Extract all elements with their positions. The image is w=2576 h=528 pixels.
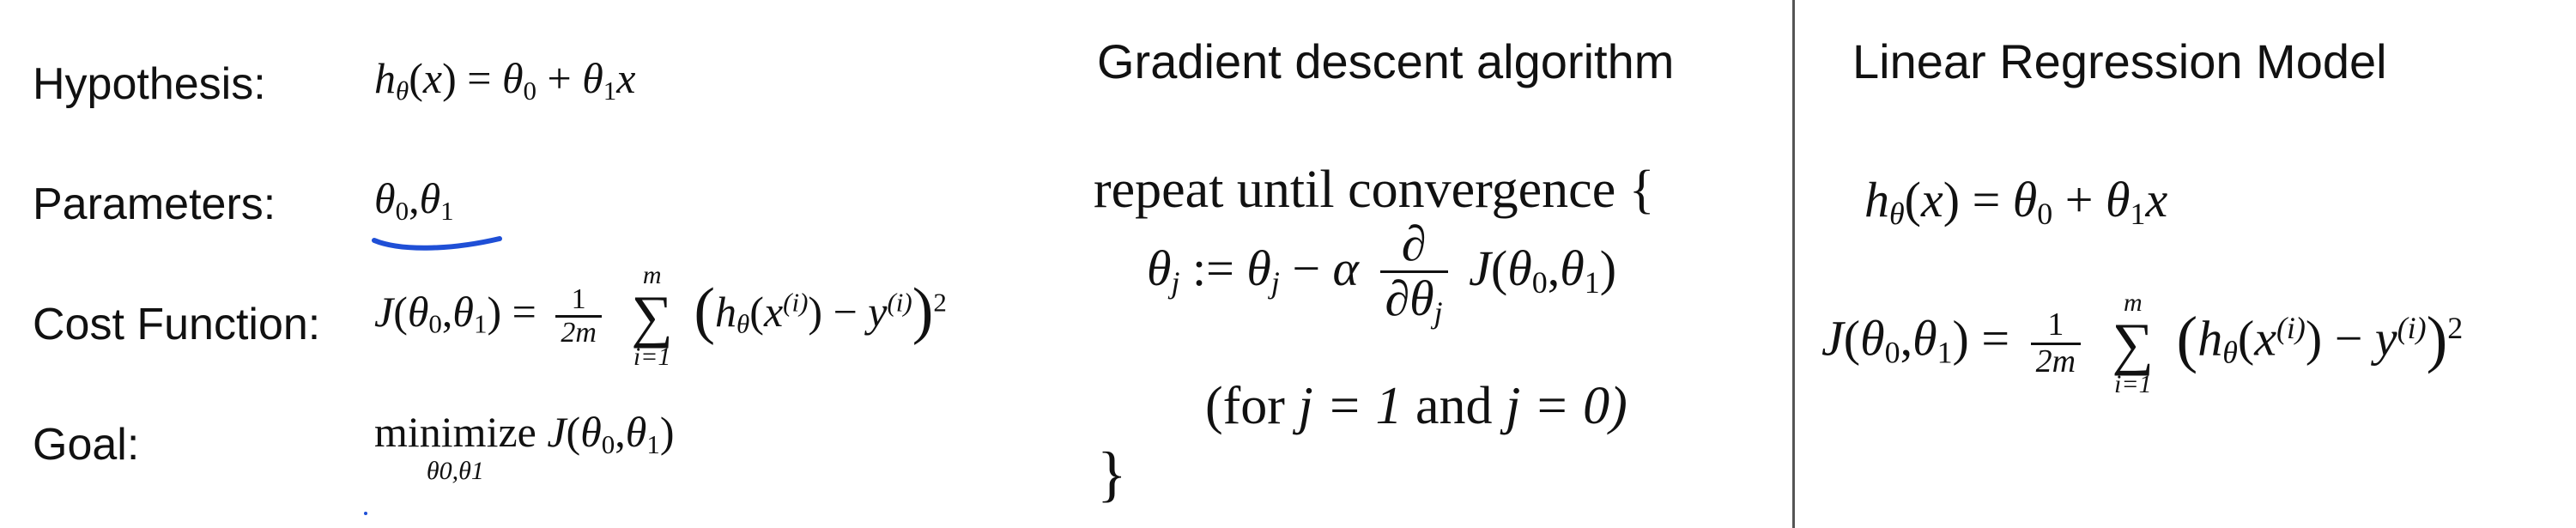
- model-cost-open-paren: (: [1843, 310, 1861, 367]
- hypothesis-x: x: [422, 54, 443, 102]
- model-cost-square-exponent: 2: [2447, 310, 2464, 345]
- parameter-theta-1-subscript: 1: [440, 195, 454, 226]
- update-theta-0-subscript: 0: [1531, 265, 1548, 300]
- parameter-theta-0: θ: [374, 174, 396, 222]
- denominator-partial: ∂: [1385, 270, 1410, 326]
- model-cost-fraction: [2031, 308, 2081, 379]
- cost-h-close-paren: ): [808, 287, 823, 336]
- hypothesis-close-paren: ): [442, 54, 457, 102]
- hypothesis-theta-1: θ: [582, 54, 603, 102]
- hypothesis-equals: =: [467, 54, 492, 102]
- model-cost-equals: =: [1981, 310, 2010, 367]
- cost-summation: [631, 263, 672, 370]
- cost-close-paren: ): [487, 287, 502, 336]
- model-theta-0: θ: [2012, 172, 2038, 228]
- cost-theta-0: θ: [407, 287, 429, 336]
- partial-derivative-denominator: [1380, 270, 1448, 330]
- model-cost-theta-0-subscript: 0: [1884, 335, 1900, 370]
- model-cost-comma: ,: [1900, 310, 1913, 367]
- hypothesis-theta-1-subscript: 1: [603, 75, 617, 106]
- cost-fraction-numerator: 1: [571, 283, 586, 316]
- goal-J: J: [547, 408, 567, 456]
- goal-formula: [374, 410, 674, 484]
- denominator-theta: θ: [1409, 270, 1434, 326]
- cost-square-exponent: 2: [933, 287, 947, 318]
- model-cost-h-close-paren: ): [2305, 310, 2323, 367]
- model-x: x: [1921, 172, 1943, 228]
- cost-x-superscript: (i): [783, 287, 809, 318]
- model-close-paren: ): [1943, 172, 1961, 228]
- model-cost-close-paren: ): [1952, 310, 1969, 367]
- hypothesis-label: Hypothesis:: [33, 59, 266, 109]
- hypothesis-theta-0-subscript: 0: [523, 75, 537, 106]
- blue-dot-annotation: [364, 512, 367, 515]
- goal-label: Goal:: [33, 420, 140, 470]
- update-alpha: α: [1332, 240, 1359, 297]
- model-cost-h: h: [2197, 310, 2223, 367]
- model-cost-close-big-paren: ): [2426, 304, 2448, 375]
- goal-theta-0-subscript: 0: [601, 428, 615, 459]
- cost-y: y: [868, 287, 888, 336]
- model-cost-theta-0: θ: [1860, 310, 1885, 367]
- hypothesis-theta-0: θ: [501, 54, 524, 102]
- for-and-text: and: [1415, 377, 1493, 435]
- model-cost-sum-upper-limit: m: [2123, 288, 2143, 317]
- model-cost-theta-1: θ: [1912, 310, 1937, 367]
- cost-h-open-paren: (: [749, 287, 764, 336]
- model-cost-open-big-paren: (: [2176, 304, 2198, 375]
- hypothesis-x-term: x: [616, 54, 636, 102]
- for-condition-line: [1205, 379, 1627, 433]
- hypothesis-formula: [374, 54, 636, 106]
- goal-minimize-word: minimize: [374, 408, 536, 456]
- for-j-equals-0: j = 0): [1506, 377, 1627, 435]
- model-cost-summation: [2112, 290, 2154, 398]
- model-theta-0-subscript: 0: [2037, 196, 2053, 231]
- model-equals: =: [1972, 172, 2001, 228]
- update-theta-1: θ: [1560, 240, 1585, 297]
- update-J-open-paren: (: [1490, 240, 1508, 297]
- update-theta-j-rhs-subscript: j: [1270, 265, 1280, 300]
- model-cost-x-superscript: (i): [2276, 310, 2306, 345]
- model-h: h: [1864, 172, 1889, 228]
- blue-underline-stroke: [374, 239, 500, 248]
- cost-comma: ,: [441, 287, 453, 336]
- linear-model-cost-function: [1821, 290, 2463, 398]
- cost-y-superscript: (i): [887, 287, 912, 318]
- cost-theta-1-subscript: 1: [473, 308, 488, 339]
- model-h-theta-subscript: θ: [1889, 196, 1905, 231]
- model-open-paren: (: [1904, 172, 1921, 228]
- cost-sum-upper-limit: m: [642, 261, 662, 289]
- cost-minus: −: [833, 287, 858, 336]
- update-J-close-paren: ): [1599, 240, 1617, 297]
- cost-close-big-paren: ): [912, 275, 934, 346]
- linear-model-hypothesis: [1864, 172, 2168, 231]
- model-cost-minus: −: [2334, 310, 2363, 367]
- model-cost-h-theta-subscript: θ: [2222, 335, 2238, 370]
- for-open-text: (for: [1205, 377, 1285, 435]
- partial-derivative-fraction: [1380, 215, 1448, 330]
- cost-theta-1: θ: [452, 287, 474, 336]
- model-theta-1-subscript: 1: [2130, 196, 2146, 231]
- update-comma: ,: [1547, 240, 1561, 297]
- gradient-descent-title: Gradient descent algorithm: [1097, 34, 1675, 88]
- update-theta-1-subscript: 1: [1584, 265, 1600, 300]
- update-theta-j-subscript: j: [1171, 265, 1180, 300]
- cost-theta-0-subscript: 0: [428, 308, 442, 339]
- model-plus: +: [2064, 172, 2094, 228]
- closing-brace: }: [1097, 440, 1127, 508]
- cost-h-theta-subscript: θ: [736, 308, 750, 339]
- cost-open-big-paren: (: [694, 275, 716, 346]
- cost-J: J: [374, 287, 394, 336]
- goal-theta-1-subscript: 1: [646, 428, 660, 459]
- parameters-formula: [374, 174, 454, 226]
- panel-divider: [1792, 0, 1795, 528]
- cost-h: h: [715, 287, 737, 336]
- hypothesis-h: h: [374, 54, 396, 102]
- model-cost-J: J: [1821, 310, 1844, 367]
- parameter-theta-0-subscript: 0: [395, 195, 409, 226]
- goal-theta-0: θ: [580, 408, 602, 456]
- linear-regression-title: Linear Regression Model: [1852, 34, 2387, 88]
- cost-fraction-denominator: 2m: [555, 315, 602, 349]
- hypothesis-plus: +: [547, 54, 572, 102]
- model-cost-fraction-denominator: 2m: [2031, 343, 2081, 379]
- cost-x: x: [763, 287, 784, 336]
- update-theta-0: θ: [1507, 240, 1532, 297]
- hypothesis-open-paren: (: [409, 54, 423, 102]
- goal-open-paren: (: [566, 408, 581, 456]
- denominator-theta-subscript: j: [1433, 294, 1443, 330]
- model-cost-y-superscript: (i): [2397, 310, 2427, 345]
- partial-derivative-numerator: ∂: [1401, 215, 1427, 271]
- cost-function-label: Cost Function:: [33, 300, 321, 349]
- update-minus: −: [1292, 240, 1321, 297]
- model-cost-x: x: [2254, 310, 2276, 367]
- cost-open-paren: (: [393, 287, 408, 336]
- goal-comma: ,: [615, 408, 626, 456]
- update-theta-j-rhs: θ: [1246, 240, 1271, 297]
- blue-underline-annotation: [369, 227, 506, 256]
- model-x-term: x: [2145, 172, 2168, 228]
- goal-minimize-operator: [374, 410, 536, 484]
- update-theta-j: θ: [1147, 240, 1172, 297]
- update-J: J: [1469, 240, 1491, 297]
- model-theta-1: θ: [2106, 172, 2131, 228]
- update-rule-formula: [1147, 215, 1617, 330]
- cost-sum-lower-limit: i=1: [633, 342, 671, 371]
- model-cost-fraction-numerator: 1: [2047, 306, 2064, 343]
- goal-theta-1: θ: [625, 408, 647, 456]
- for-j-equals-1: j = 1: [1298, 377, 1403, 435]
- repeat-line: repeat until convergence {: [1094, 161, 1655, 219]
- parameter-comma: ,: [409, 174, 420, 222]
- hypothesis-theta-subscript: θ: [396, 75, 409, 106]
- model-cost-y: y: [2374, 310, 2397, 367]
- model-cost-sum-lower-limit: i=1: [2113, 369, 2152, 398]
- parameters-label: Parameters:: [33, 179, 276, 229]
- parameter-theta-1: θ: [419, 174, 441, 222]
- cost-equals: =: [512, 287, 536, 336]
- goal-minimize-subscript: θ0,θ1: [426, 457, 484, 485]
- model-cost-h-open-paren: (: [2237, 310, 2255, 367]
- goal-close-paren: ): [659, 408, 675, 456]
- model-cost-theta-1-subscript: 1: [1937, 335, 1953, 370]
- cost-sum-symbol: ∑: [631, 283, 673, 349]
- update-assign: :=: [1192, 240, 1234, 297]
- model-cost-sum-symbol: ∑: [2112, 311, 2155, 376]
- cost-fraction: [555, 284, 602, 348]
- cost-function-formula: [374, 263, 947, 370]
